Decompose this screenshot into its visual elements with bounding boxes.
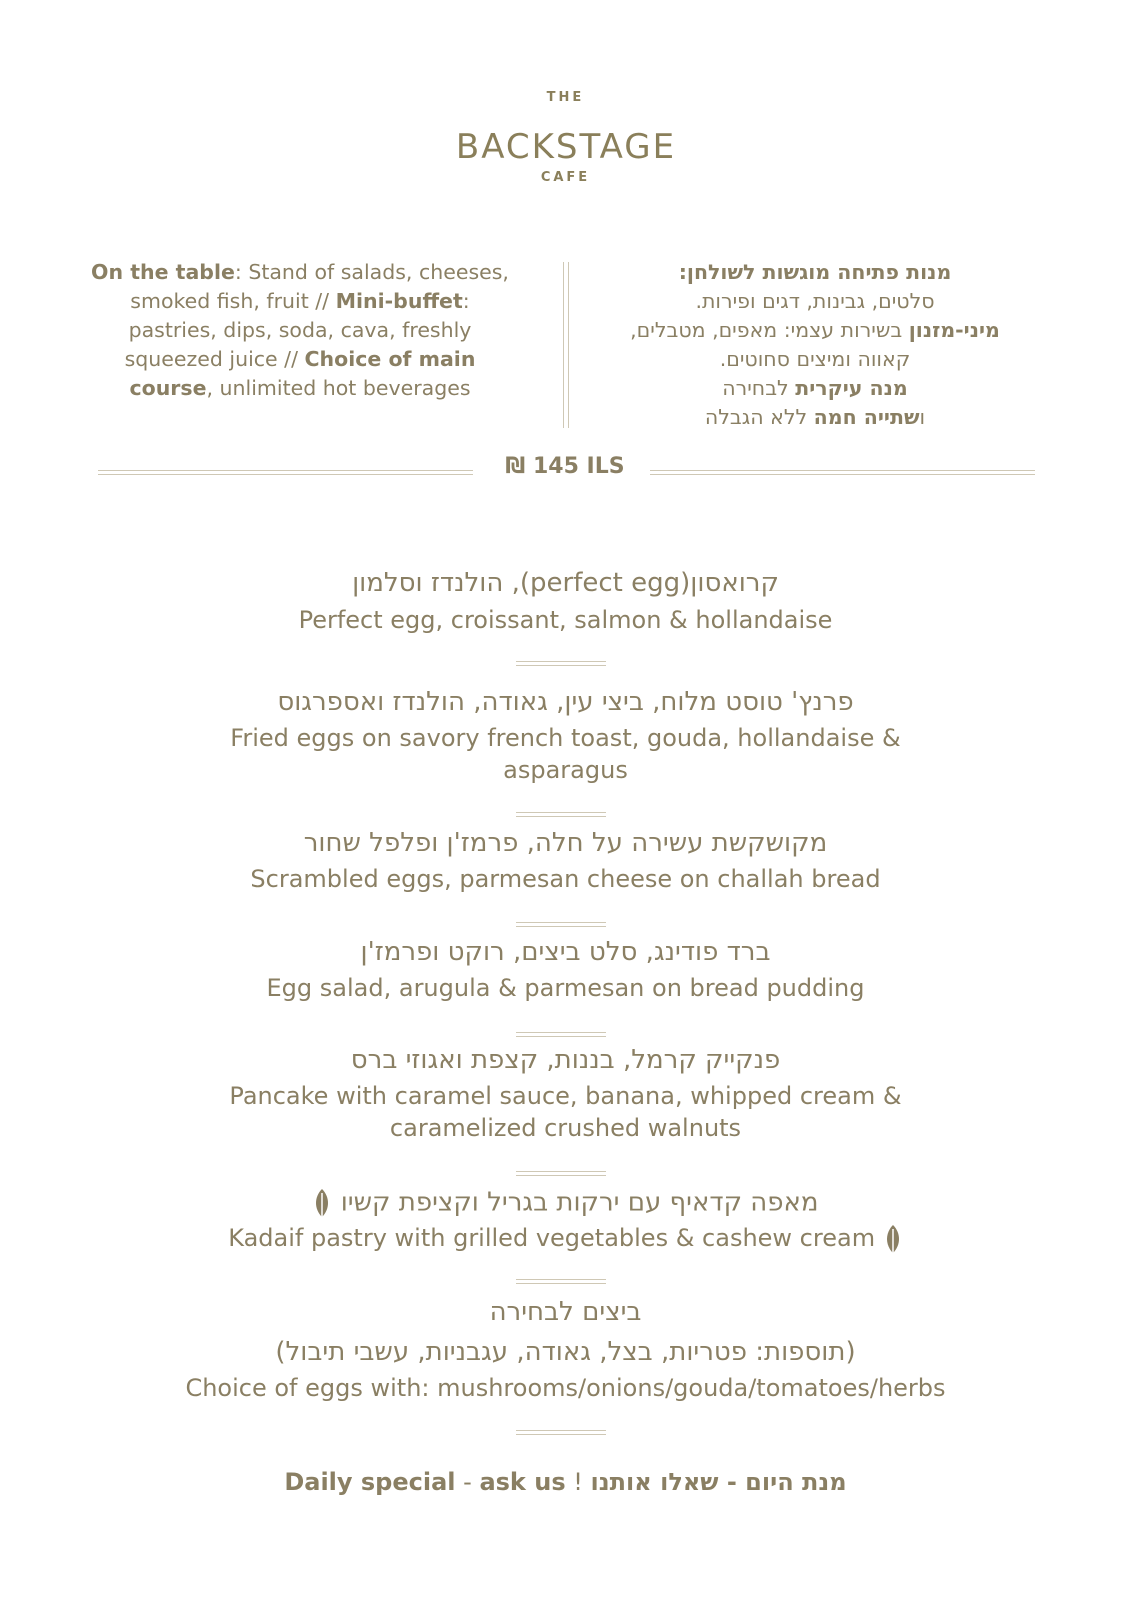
vertical-divider bbox=[563, 262, 569, 428]
item-7-english: Choice of eggs with: mushrooms/onions/gouda/tomatoes/herbs bbox=[185, 1374, 946, 1402]
he-drink-label: שתייה חמה bbox=[813, 405, 920, 429]
price-line-right bbox=[650, 470, 1035, 475]
leaf-icon bbox=[312, 1187, 332, 1219]
item-6-hebrew-text: מאפה קדאיף עם ירקות בגריל וקציפת קשיו bbox=[340, 1187, 819, 1218]
daily-special bbox=[0, 1468, 1131, 1496]
main-course-label: Choice of main course bbox=[129, 347, 476, 400]
item-6-english bbox=[0, 1222, 1131, 1255]
logo-backstage bbox=[0, 118, 1131, 173]
table-text: : Stand of salads, cheeses, smoked fish, fruit // bbox=[130, 260, 509, 313]
item-7-hebrew: ביצים לבחירה bbox=[489, 1297, 642, 1327]
item-divider bbox=[516, 1032, 606, 1037]
price-line-left bbox=[98, 470, 473, 475]
logo-cafe: CAFE bbox=[540, 170, 591, 185]
backstage-wordmark-text: BACKSTAGE bbox=[455, 127, 676, 164]
item-5-english: Pancake with caramel sauce, banana, whipped cream & caramelized crushed walnuts bbox=[229, 1082, 902, 1142]
opening-text: סלטים, גבינות, דגים ופירות. bbox=[695, 289, 935, 313]
item-1-english: Perfect egg, croissant, salmon & hollandaise bbox=[298, 606, 833, 634]
item-4-english: Egg salad, arugula & parmesan on bread pudding bbox=[266, 974, 865, 1002]
item-1-hebrew: קרואסון(perfect egg), הולנדז וסלמון bbox=[352, 568, 779, 598]
special-hebrew: מנת היום - שאלו אותנו bbox=[590, 1468, 847, 1496]
intro-hebrew bbox=[620, 258, 1010, 432]
price: ₪ 145 ILS bbox=[505, 454, 625, 479]
main-course-text: , unlimited hot beverages bbox=[206, 376, 471, 400]
item-2-english: Fried eggs on savory french toast, gouda, hollandaise & asparagus bbox=[230, 724, 901, 784]
item-divider bbox=[516, 922, 606, 927]
item-6-hebrew bbox=[0, 1187, 1131, 1219]
table-label: On the table bbox=[91, 260, 235, 284]
item-divider bbox=[516, 812, 606, 817]
he-main-label: מנה עיקרית bbox=[795, 376, 908, 400]
special-ask: ask us bbox=[479, 1468, 566, 1496]
buffet-label: Mini-buffet bbox=[335, 289, 463, 313]
item-5-hebrew: פנקייק קרמל, בננות, קצפת ואגוזי ברס bbox=[350, 1045, 781, 1075]
he-main-text: לבחירה bbox=[722, 376, 796, 400]
item-4-hebrew: ברד פודינג, סלט ביצים, רוקט ופרמז'ן bbox=[360, 937, 771, 967]
opening-label: מנות פתיחה מוגשות לשולחן: bbox=[678, 260, 952, 284]
he-buffet-label: מיני-מזנון bbox=[908, 318, 1000, 342]
item-divider bbox=[516, 1171, 606, 1176]
special-label: Daily special bbox=[284, 1468, 456, 1496]
intro-english bbox=[90, 258, 510, 403]
item-divider bbox=[516, 661, 606, 666]
item-6-english-text: Kadaif pastry with grilled vegetables & cashew cream bbox=[228, 1224, 876, 1252]
item-2-hebrew: פרנץ' טוסט מלוח, ביצי עין, גאודה, הולנדז ואספרגוס bbox=[277, 687, 854, 717]
logo-the: THE bbox=[546, 90, 585, 105]
special-excl: ! bbox=[565, 1468, 591, 1496]
item-divider bbox=[516, 1279, 606, 1284]
he-drink-text: ללא הגבלה bbox=[704, 405, 814, 429]
he-buffet-text: בשירות עצמי: מאפים, מטבלים, קאווה ומיצים סחוטים. bbox=[630, 318, 911, 371]
special-sep: - bbox=[455, 1468, 480, 1496]
backstage-wordmark bbox=[441, 118, 691, 164]
item-divider bbox=[516, 1430, 606, 1435]
leaf-icon bbox=[883, 1223, 903, 1255]
item-7-hebrew-addons: (תוספות: פטריות, בצל, גאודה, עגבניות, עשבי תיבול) bbox=[275, 1337, 856, 1367]
he-drink-prefix: ו bbox=[919, 405, 926, 429]
item-3-english: Scrambled eggs, parmesan cheese on challah bread bbox=[250, 865, 881, 893]
item-3-hebrew: מקושקשת עשירה על חלה, פרמז'ן ופלפל שחור bbox=[303, 828, 828, 858]
buffet-text: : pastries, dips, soda, cava, freshly squeezed juice // bbox=[124, 289, 472, 371]
